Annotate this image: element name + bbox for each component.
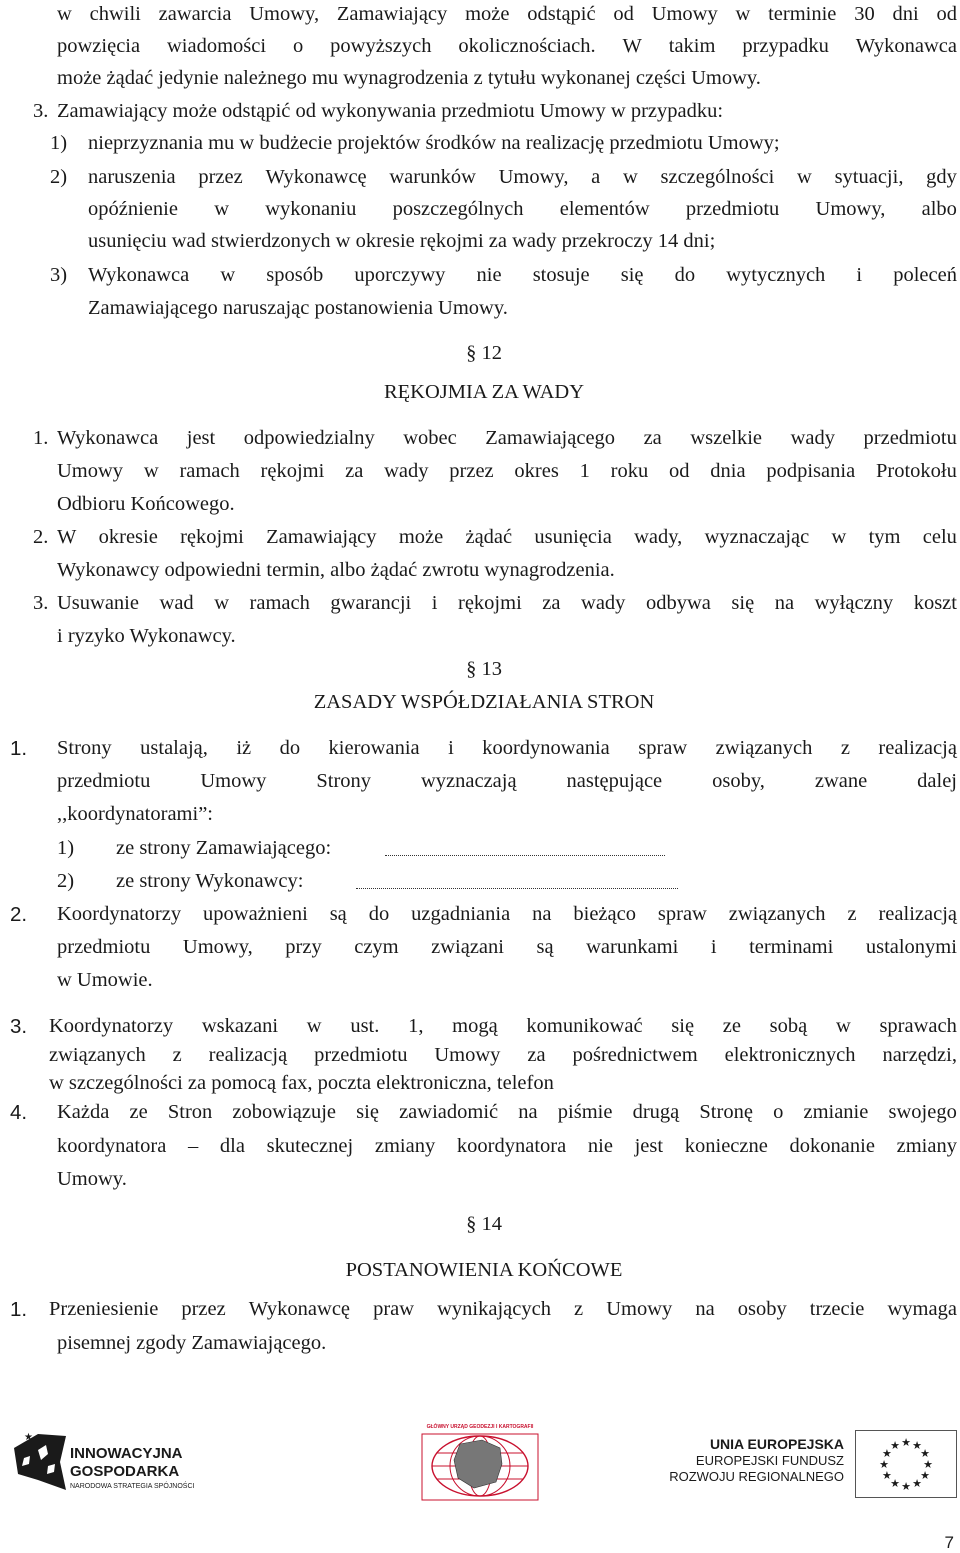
section-number: § 12: [466, 342, 502, 364]
eu-star-icon: ★: [901, 1436, 911, 1449]
text-line: Każda ze Stron zobowiązuje się zawiadomić na piśmie drugą Stronę o zmianie swojego: [57, 1101, 957, 1123]
text-line: Wykonawca jest odpowiedzialny wobec Zamawiającego za wszelkie wady przedmiotu: [57, 427, 957, 449]
fill-in-blank: [356, 888, 678, 889]
eu-star-icon: ★: [912, 1477, 922, 1491]
section-number: § 14: [466, 1213, 502, 1235]
list-number: 2.: [10, 903, 28, 926]
logo-line: EUROPEJSKI FUNDUSZ: [695, 1453, 844, 1468]
eu-star-icon: ★: [881, 1447, 892, 1460]
list-number: 1): [50, 132, 68, 154]
eu-star-icon: ★: [881, 1469, 892, 1482]
list-number: 3): [50, 264, 68, 286]
list-number: 1.: [33, 427, 49, 449]
text-line: Koordynatorzy upoważnieni są do uzgadniania na bieżąco spraw związanych z realizacją: [57, 903, 957, 925]
eu-star-icon: ★: [923, 1458, 933, 1471]
text-line: związanych z realizacją przedmiotu Umowy za pośrednictwem elektronicznych narzędzi,: [49, 1044, 957, 1066]
text-line: nieprzyznania mu w budżecie projektów środków na realizację przedmiotu Umowy;: [88, 132, 780, 154]
text-line: ze strony Wykonawcy:: [116, 870, 304, 892]
text-line: opóźnienie w wykonaniu poszczególnych elementów przedmiotu Umowy, albo: [88, 198, 957, 220]
logo-line: INNOWACYJNA: [70, 1445, 183, 1462]
eu-star-icon: ★: [920, 1469, 931, 1482]
text-line: Odbioru Końcowego.: [57, 493, 235, 515]
list-number: 3.: [33, 592, 49, 614]
list-number: 3.: [10, 1015, 28, 1038]
text-line: naruszenia przez Wykonawcę warunków Umowy, a w szczególności w sytuacji, gdy: [88, 166, 957, 188]
svg-text:★: ★: [24, 1432, 33, 1443]
list-number: 2): [50, 166, 68, 188]
text-line: koordynatora – dla skutecznej zmiany koordynatora nie jest konieczne dokonanie zmiany: [57, 1135, 957, 1157]
text-line: Koordynatorzy wskazani w ust. 1, mogą komunikować się ze sobą w sprawach: [49, 1015, 957, 1037]
list-number: 2): [57, 870, 75, 892]
eu-star-icon: ★: [879, 1458, 889, 1471]
eu-star-icon: ★: [912, 1438, 922, 1452]
text-line: może żądać jedynie należnego mu wynagrodzenia z tytułu wykonanej części Umowy.: [57, 67, 761, 89]
text-line: w Umowie.: [57, 969, 153, 991]
text-line: Zamawiający może odstąpić od wykonywania przedmiotu Umowy w przypadku:: [57, 100, 724, 122]
text-line: Strony ustalają, iż do kierowania i koordynowania spraw związanych z realizacją: [57, 737, 957, 759]
text-line: usunięciu wad stwierdzonych w okresie rękojmi za wady przekroczy 14 dni;: [88, 230, 716, 252]
text-line: przedmiotu Umowy Strony wyznaczają następujące osoby, zwane dalej: [57, 770, 957, 792]
text-line: Umowy.: [57, 1168, 127, 1190]
text-line: pisemnej zgody Zamawiającego.: [57, 1332, 327, 1354]
list-number: 4.: [10, 1101, 28, 1124]
section-number: § 13: [466, 658, 502, 680]
text-line: przedmiotu Umowy, przy czym związani są warunkami i terminami ustalonymi: [57, 936, 957, 958]
text-line: ze strony Zamawiającego:: [116, 837, 332, 859]
section-title: ZASADY WSPÓŁDZIAŁANIA STRON: [313, 691, 655, 713]
text-line: ,,koordynatorami”:: [57, 803, 213, 825]
text-line: w szczególności za pomocą fax, poczta elektroniczna, telefon: [49, 1072, 554, 1094]
logo-line: UNIA EUROPEJSKA: [709, 1436, 844, 1452]
innowacyjna-gospodarka-logo: [8, 1398, 238, 1498]
text-line: powzięcia wiadomości o powyższych okolicznościach. W takim przypadku Wykonawca: [57, 35, 957, 57]
list-number: 2.: [33, 526, 49, 548]
logo-line: ROZWOJU REGIONALNEGO: [669, 1469, 844, 1484]
section-title: RĘKOJMIA ZA WADY: [383, 381, 585, 403]
list-number: 3.: [33, 100, 49, 122]
eu-logo-text: [664, 1436, 844, 1485]
eu-star-icon: ★: [901, 1480, 911, 1493]
text-line: w chwili zawarcia Umowy, Zamawiający może odstąpić od Umowy w terminie 30 dni od: [57, 3, 957, 25]
text-line: W okresie rękojmi Zamawiający może żądać usunięcia wady, wyznaczając w tym celu: [57, 526, 957, 548]
eu-star-icon: ★: [890, 1438, 900, 1452]
list-number: 1.: [10, 737, 28, 760]
text-line: Przeniesienie przez Wykonawcę praw wynikających z Umowy na osoby trzecie wymaga: [49, 1298, 957, 1320]
page-number: 7: [944, 1533, 954, 1552]
logo-line: NARODOWA STRATEGIA SPÓJNOŚCI: [70, 1483, 195, 1490]
eu-star-icon: ★: [890, 1477, 900, 1491]
logo-line: GOSPODARKA: [70, 1463, 180, 1480]
text-line: Umowy w ramach rękojmi za wady przez okres 1 roku od dnia podpisania Protokołu: [57, 460, 957, 482]
fill-in-blank: [385, 855, 665, 856]
text-line: Wykonawca w sposób uporczywy nie stosuje się do wytycznych i poleceń: [88, 264, 957, 286]
eu-flag-icon: [855, 1430, 957, 1498]
text-line: Wykonawcy odpowiedni termin, albo żądać zwrotu wynagrodzenia.: [57, 559, 615, 581]
text-line: i ryzyko Wykonawcy.: [57, 625, 236, 647]
logo-caption: GŁÓWNY URZĄD GEODEZJI I KARTOGRAFII: [426, 1424, 534, 1430]
gugik-logo: [420, 1420, 540, 1502]
text-line: Zamawiającego naruszając postanowienia Umowy.: [88, 297, 508, 319]
list-number: 1.: [10, 1298, 28, 1321]
eu-star-icon: ★: [920, 1447, 931, 1460]
footer-logos: [0, 1392, 960, 1512]
section-title: POSTANOWIENIA KOŃCOWE: [345, 1259, 623, 1281]
list-number: 1): [57, 837, 75, 859]
text-line: Usuwanie wad w ramach gwarancji i rękojmi za wady odbywa się na wyłączny koszt: [57, 592, 957, 614]
